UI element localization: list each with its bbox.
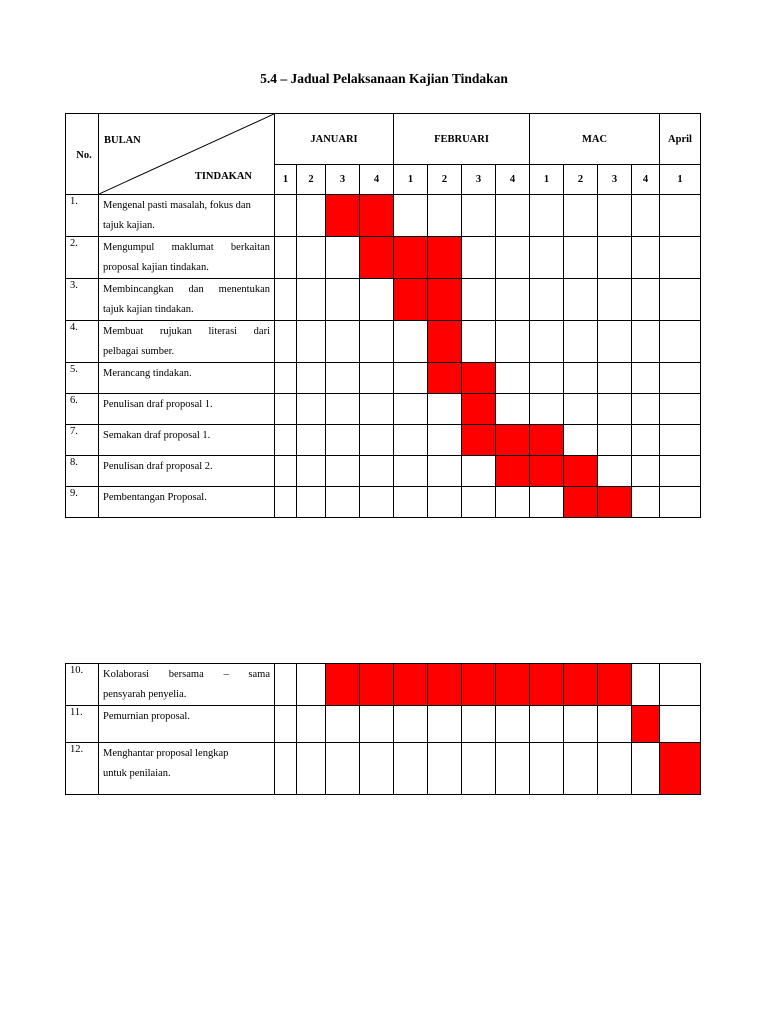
week-cell — [530, 743, 564, 795]
scheduled-week-cell — [598, 664, 632, 706]
activity-description — [99, 743, 275, 795]
week-cell — [360, 279, 394, 321]
activity-line-2: tajuk kajian tindakan. — [103, 304, 194, 315]
week-cell — [564, 279, 598, 321]
week-cell — [632, 394, 660, 425]
week-cell — [394, 743, 428, 795]
week-cell — [360, 743, 394, 795]
week-cell — [632, 321, 660, 363]
activity-description — [99, 279, 275, 321]
week-cell — [297, 664, 326, 706]
week-cell — [564, 743, 598, 795]
activity-row — [66, 743, 701, 795]
week-cell — [598, 456, 632, 487]
week-cell — [428, 394, 462, 425]
activity-description — [99, 363, 275, 394]
scheduled-week-cell — [428, 321, 462, 363]
week-cell — [598, 321, 632, 363]
week-cell — [598, 363, 632, 394]
scheduled-week-cell — [660, 743, 701, 795]
activity-line-2: pensyarah penyelia. — [103, 689, 187, 700]
activity-line-1: Membincangkan dan menentukan — [103, 284, 270, 295]
week-cell — [360, 394, 394, 425]
scheduled-week-cell — [564, 664, 598, 706]
week-cell — [564, 195, 598, 237]
week-cell — [297, 394, 326, 425]
scheduled-week-cell — [326, 195, 360, 237]
page-title: 5.4 – Jadual Pelaksanaan Kajian Tindakan — [260, 71, 508, 86]
week-cell — [496, 487, 530, 518]
week-cell — [326, 363, 360, 394]
activity-number: 6. — [66, 394, 99, 425]
activity-number: 1. — [66, 195, 99, 237]
week-cell — [462, 195, 496, 237]
week-cell — [598, 394, 632, 425]
scheduled-week-cell — [394, 664, 428, 706]
activity-line-1: Kolaborasi bersama – sama — [103, 669, 270, 680]
week-cell — [326, 487, 360, 518]
month-april: April — [660, 114, 701, 165]
activity-line-1: Membuat rujukan literasi dari — [103, 326, 270, 337]
week-cell — [462, 279, 496, 321]
activity-line-1: Pemurnian proposal. — [103, 711, 190, 722]
month-mac: MAC — [530, 114, 660, 165]
scheduled-week-cell — [564, 487, 598, 518]
schedule-table-2 — [65, 663, 701, 795]
header-bulan-tindakan — [99, 114, 275, 195]
week-cell — [428, 706, 462, 743]
week-cell — [275, 394, 297, 425]
scheduled-week-cell — [496, 664, 530, 706]
week-cell — [297, 456, 326, 487]
activity-description — [99, 321, 275, 363]
week-cell — [660, 237, 701, 279]
week-header-januari-4: 4 — [360, 165, 394, 195]
week-cell — [564, 237, 598, 279]
week-cell — [530, 363, 564, 394]
week-cell — [326, 279, 360, 321]
week-header-februari-4: 4 — [496, 165, 530, 195]
week-cell — [297, 487, 326, 518]
week-cell — [632, 425, 660, 456]
week-cell — [462, 321, 496, 363]
activity-line-1: Penulisan draf proposal 2. — [103, 461, 213, 472]
scheduled-week-cell — [428, 279, 462, 321]
week-header-mac-4: 4 — [632, 165, 660, 195]
week-cell — [275, 237, 297, 279]
activity-number: 10. — [66, 664, 99, 706]
week-cell — [632, 237, 660, 279]
week-cell — [598, 743, 632, 795]
scheduled-week-cell — [394, 279, 428, 321]
week-header-april-1: 1 — [660, 165, 701, 195]
week-cell — [632, 456, 660, 487]
week-cell — [360, 456, 394, 487]
month-februari: FEBRUARI — [394, 114, 530, 165]
activity-line-1: Semakan draf proposal 1. — [103, 430, 211, 441]
week-cell — [598, 279, 632, 321]
week-cell — [530, 487, 564, 518]
week-cell — [632, 487, 660, 518]
scheduled-week-cell — [564, 456, 598, 487]
activity-line-1: Mengumpul maklumat berkaitan — [103, 242, 270, 253]
week-cell — [360, 425, 394, 456]
week-cell — [360, 321, 394, 363]
week-cell — [428, 195, 462, 237]
activity-description — [99, 195, 275, 237]
week-cell — [326, 456, 360, 487]
week-header-februari-3: 3 — [462, 165, 496, 195]
scheduled-week-cell — [530, 664, 564, 706]
header-tindakan-label: TINDAKAN — [194, 171, 252, 182]
scheduled-week-cell — [360, 664, 394, 706]
week-cell — [660, 363, 701, 394]
week-cell — [326, 743, 360, 795]
week-cell — [632, 195, 660, 237]
week-cell — [297, 237, 326, 279]
activity-row — [66, 664, 701, 706]
scheduled-week-cell — [462, 664, 496, 706]
week-header-mac-2: 2 — [564, 165, 598, 195]
week-cell — [297, 195, 326, 237]
activity-description — [99, 487, 275, 518]
scheduled-week-cell — [462, 425, 496, 456]
week-cell — [462, 487, 496, 518]
week-cell — [598, 425, 632, 456]
activity-row — [66, 394, 701, 425]
activity-line-1: Menghantar proposal lengkap — [103, 748, 229, 759]
week-cell — [530, 195, 564, 237]
week-cell — [326, 425, 360, 456]
week-cell — [496, 706, 530, 743]
activity-row — [66, 279, 701, 321]
week-cell — [394, 321, 428, 363]
activity-row — [66, 487, 701, 518]
week-header-mac-1: 1 — [530, 165, 564, 195]
week-cell — [496, 237, 530, 279]
week-header-februari-1: 1 — [394, 165, 428, 195]
header-bulan-label: BULAN — [104, 135, 141, 146]
week-cell — [275, 743, 297, 795]
week-cell — [598, 706, 632, 743]
scheduled-week-cell — [496, 456, 530, 487]
week-cell — [462, 456, 496, 487]
activity-number: 2. — [66, 237, 99, 279]
week-cell — [462, 743, 496, 795]
week-cell — [275, 195, 297, 237]
week-cell — [326, 321, 360, 363]
week-cell — [496, 743, 530, 795]
week-cell — [496, 394, 530, 425]
week-cell — [394, 706, 428, 743]
week-cell — [428, 487, 462, 518]
week-header-januari-1: 1 — [275, 165, 297, 195]
week-cell — [394, 195, 428, 237]
week-cell — [530, 321, 564, 363]
activity-number: 11. — [66, 706, 99, 743]
activity-number: 5. — [66, 363, 99, 394]
activity-number: 9. — [66, 487, 99, 518]
activity-description — [99, 664, 275, 706]
activity-number: 3. — [66, 279, 99, 321]
activity-row — [66, 321, 701, 363]
activity-line-1: Penulisan draf proposal 1. — [103, 399, 213, 410]
activity-line-2: proposal kajian tindakan. — [103, 262, 209, 273]
activity-line-2: tajuk kajian. — [103, 220, 155, 231]
scheduled-week-cell — [462, 394, 496, 425]
week-cell — [275, 487, 297, 518]
week-cell — [326, 394, 360, 425]
week-cell — [496, 195, 530, 237]
week-cell — [275, 664, 297, 706]
week-cell — [496, 279, 530, 321]
activity-description — [99, 425, 275, 456]
week-cell — [360, 487, 394, 518]
week-header-mac-3: 3 — [598, 165, 632, 195]
week-cell — [297, 279, 326, 321]
week-header-januari-2: 2 — [297, 165, 326, 195]
header-no: No. — [66, 114, 99, 195]
week-cell — [462, 706, 496, 743]
scheduled-week-cell — [428, 363, 462, 394]
scheduled-week-cell — [326, 664, 360, 706]
activity-row — [66, 456, 701, 487]
activity-description — [99, 706, 275, 743]
week-cell — [660, 664, 701, 706]
week-cell — [360, 706, 394, 743]
week-cell — [275, 363, 297, 394]
activity-number: 4. — [66, 321, 99, 363]
activity-description — [99, 237, 275, 279]
activity-description — [99, 456, 275, 487]
week-cell — [660, 456, 701, 487]
week-cell — [275, 706, 297, 743]
week-cell — [275, 456, 297, 487]
week-cell — [660, 394, 701, 425]
week-cell — [496, 321, 530, 363]
week-cell — [660, 487, 701, 518]
header-row-months — [66, 114, 701, 165]
scheduled-week-cell — [360, 237, 394, 279]
week-cell — [564, 363, 598, 394]
activity-number: 7. — [66, 425, 99, 456]
week-cell — [632, 279, 660, 321]
schedule-table-1 — [65, 113, 701, 518]
week-cell — [598, 237, 632, 279]
activity-line-2: pelbagai sumber. — [103, 346, 175, 357]
scheduled-week-cell — [428, 664, 462, 706]
scheduled-week-cell — [496, 425, 530, 456]
scheduled-week-cell — [632, 706, 660, 743]
month-januari: JANUARI — [275, 114, 394, 165]
activity-number: 8. — [66, 456, 99, 487]
week-cell — [428, 425, 462, 456]
week-cell — [660, 706, 701, 743]
week-cell — [326, 706, 360, 743]
scheduled-week-cell — [462, 363, 496, 394]
week-cell — [496, 363, 530, 394]
week-cell — [275, 425, 297, 456]
week-cell — [660, 425, 701, 456]
scheduled-week-cell — [360, 195, 394, 237]
activity-description — [99, 394, 275, 425]
week-cell — [632, 363, 660, 394]
scheduled-week-cell — [598, 487, 632, 518]
week-cell — [428, 456, 462, 487]
week-header-januari-3: 3 — [326, 165, 360, 195]
week-cell — [598, 195, 632, 237]
week-cell — [297, 425, 326, 456]
activity-row — [66, 237, 701, 279]
week-cell — [564, 425, 598, 456]
activity-row — [66, 425, 701, 456]
week-cell — [530, 706, 564, 743]
week-cell — [297, 743, 326, 795]
week-cell — [632, 664, 660, 706]
scheduled-week-cell — [394, 237, 428, 279]
diagonal-divider — [99, 114, 274, 194]
week-cell — [326, 237, 360, 279]
week-cell — [632, 743, 660, 795]
week-cell — [275, 279, 297, 321]
activity-number: 12. — [66, 743, 99, 795]
week-cell — [360, 363, 394, 394]
week-cell — [564, 321, 598, 363]
week-cell — [394, 487, 428, 518]
week-cell — [297, 363, 326, 394]
week-cell — [564, 394, 598, 425]
week-cell — [394, 394, 428, 425]
week-header-februari-2: 2 — [428, 165, 462, 195]
week-cell — [530, 237, 564, 279]
week-cell — [564, 706, 598, 743]
week-cell — [462, 237, 496, 279]
week-cell — [297, 706, 326, 743]
activity-line-1: Pembentangan Proposal. — [103, 492, 207, 503]
week-cell — [530, 279, 564, 321]
activity-row — [66, 195, 701, 237]
activity-row — [66, 363, 701, 394]
week-cell — [394, 456, 428, 487]
week-cell — [660, 195, 701, 237]
week-cell — [394, 363, 428, 394]
week-cell — [297, 321, 326, 363]
scheduled-week-cell — [428, 237, 462, 279]
scheduled-week-cell — [530, 425, 564, 456]
activity-line-2: untuk penilaian. — [103, 768, 171, 779]
activity-row — [66, 706, 701, 743]
week-cell — [428, 743, 462, 795]
activity-line-1: Mengenal pasti masalah, fokus dan — [103, 200, 251, 211]
activity-line-1: Merancang tindakan. — [103, 368, 192, 379]
week-cell — [660, 321, 701, 363]
week-cell — [394, 425, 428, 456]
week-cell — [530, 394, 564, 425]
week-cell — [660, 279, 701, 321]
scheduled-week-cell — [530, 456, 564, 487]
week-cell — [275, 321, 297, 363]
